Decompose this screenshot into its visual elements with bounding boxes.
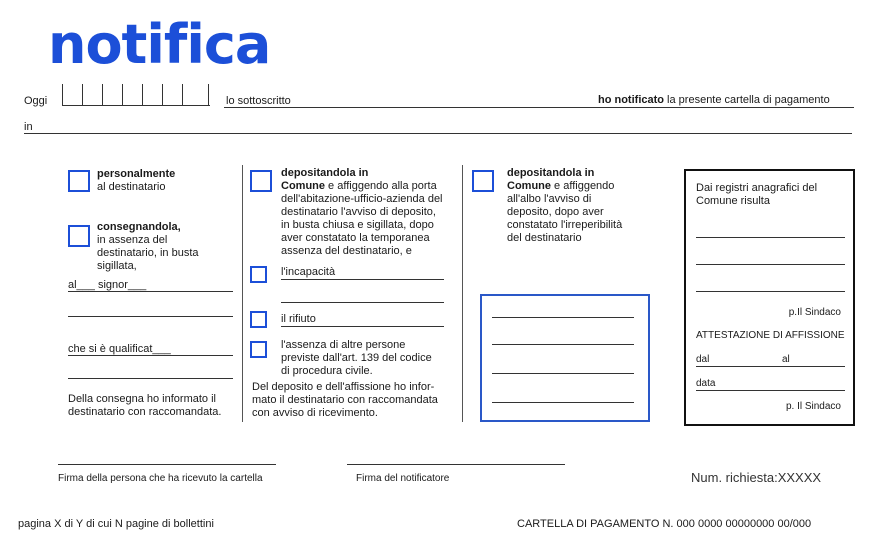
pagina-info: pagina X di Y di cui N pagine di bollettini bbox=[18, 518, 214, 530]
personalmente-rest: al destinatario bbox=[97, 181, 166, 193]
deposit-line: aver constatato la temporanea bbox=[281, 232, 430, 244]
deposit-line: dell'abitazione-ufficio-azienda del bbox=[281, 193, 443, 205]
firma-ricevente-line[interactable] bbox=[58, 464, 276, 465]
deposit-albo-rest: e affiggendo bbox=[551, 180, 615, 192]
consegna-info-text bbox=[68, 393, 243, 419]
consegnandola-line: destinatario, in busta bbox=[97, 247, 199, 259]
al-signor-line[interactable] bbox=[68, 291, 233, 292]
deposit-albo-line: constatato l'irreperibilità bbox=[507, 219, 623, 231]
attestazione-heading: ATTESTAZIONE DI AFFISSIONE bbox=[696, 330, 845, 341]
consegnandola-line: sigillata, bbox=[97, 260, 137, 272]
cartella-number: CARTELLA DI PAGAMENTO N. 000 0000 00000000 00/000 bbox=[517, 518, 812, 530]
ho-notificato-text bbox=[598, 94, 830, 107]
stamp-box[interactable] bbox=[480, 294, 650, 422]
rifiuto-checkbox[interactable] bbox=[250, 311, 267, 328]
deposit-line: assenza del destinatario, e bbox=[281, 245, 412, 257]
registry-line[interactable] bbox=[696, 237, 845, 238]
column-divider bbox=[242, 165, 243, 422]
deposit-comune-text bbox=[281, 167, 466, 258]
dal-al-line[interactable] bbox=[696, 366, 845, 367]
data-label: data bbox=[696, 378, 716, 389]
incapacita-line-2[interactable] bbox=[281, 302, 444, 303]
deposito-info-line: mato il destinatario con raccomandata bbox=[252, 394, 438, 406]
deposit-albo-line: del destinatario bbox=[507, 232, 582, 244]
assenza-line: previste dall'art. 139 del codice bbox=[281, 352, 432, 364]
deposit-bold: depositandola in bbox=[281, 167, 369, 179]
deposit-line: in busta chiusa e sigillata, dopo bbox=[281, 219, 434, 231]
sindaco-signature-1: p.Il Sindaco bbox=[788, 307, 841, 318]
registry-intro bbox=[696, 182, 846, 208]
al-label: al bbox=[782, 354, 790, 365]
incapacita-label: l'incapacità bbox=[281, 266, 336, 278]
deposit-albo-line: deposito, dopo aver bbox=[507, 206, 604, 218]
sottoscritto-line[interactable] bbox=[224, 107, 854, 108]
sindaco-signature-2: p. Il Sindaco bbox=[785, 401, 841, 412]
firma-ricevente-label: Firma della persona che ha ricevuto la cartella bbox=[58, 473, 263, 484]
deposito-info-text bbox=[252, 381, 467, 420]
deposit-albo-bold: depositandola in bbox=[507, 167, 595, 179]
num-richiesta: Num. richiesta:XXXXX bbox=[691, 470, 822, 485]
dal-label: dal bbox=[696, 354, 710, 365]
deposit-albo-text bbox=[507, 167, 667, 245]
deposit-comune-checkbox[interactable] bbox=[250, 170, 272, 192]
personalmente-bold: personalmente bbox=[97, 168, 176, 180]
page-title: notifica bbox=[48, 13, 271, 76]
deposito-info-line: con avviso di ricevimento. bbox=[252, 407, 378, 419]
consegnandola-line: in assenza del bbox=[97, 234, 168, 246]
incapacita-checkbox[interactable] bbox=[250, 266, 267, 283]
deposit-rest: e affiggendo alla porta bbox=[325, 180, 437, 192]
assenza-checkbox[interactable] bbox=[250, 341, 267, 358]
personalmente-text bbox=[97, 168, 237, 194]
ho-notificato-bold: ho notificato bbox=[598, 94, 664, 106]
consegna-info-line: Della consegna ho informato il bbox=[68, 393, 216, 405]
consegna-info-line: destinatario con raccomandata. bbox=[68, 406, 222, 418]
deposit-albo-checkbox[interactable] bbox=[472, 170, 494, 192]
deposit-line: destinatario l'avviso di deposito, bbox=[281, 206, 436, 218]
rifiuto-line[interactable] bbox=[281, 326, 444, 327]
rifiuto-label: il rifiuto bbox=[281, 313, 316, 325]
date-field[interactable] bbox=[62, 84, 210, 106]
registry-intro-line: Comune risulta bbox=[696, 195, 770, 207]
al-signor-label: al___ signor___ bbox=[68, 279, 147, 291]
incapacita-line[interactable] bbox=[281, 279, 444, 280]
registry-box bbox=[684, 169, 855, 426]
in-line[interactable] bbox=[24, 133, 852, 134]
consegnandola-checkbox[interactable] bbox=[68, 225, 90, 247]
qualificat-line-2[interactable] bbox=[68, 378, 233, 379]
consegnandola-text bbox=[97, 221, 237, 273]
consegnandola-bold: consegnandola, bbox=[97, 221, 181, 233]
firma-notificatore-line[interactable] bbox=[347, 464, 565, 465]
oggi-label: Oggi bbox=[24, 95, 48, 107]
firma-notificatore-label: Firma del notificatore bbox=[356, 473, 450, 484]
assenza-line: l'assenza di altre persone bbox=[281, 339, 406, 351]
sottoscritto-label: lo sottoscritto bbox=[226, 95, 291, 107]
deposito-info-line: Del deposito e dell'affissione ho infor- bbox=[252, 381, 435, 393]
al-signor-line-2[interactable] bbox=[68, 316, 233, 317]
deposit-albo-line: all'albo l'avviso di bbox=[507, 193, 592, 205]
qualificat-label: che si è qualificat___ bbox=[68, 343, 171, 355]
column-divider bbox=[462, 165, 463, 422]
registry-line[interactable] bbox=[696, 264, 845, 265]
data-line[interactable] bbox=[696, 390, 845, 391]
registry-intro-line: Dai registri anagrafici del bbox=[696, 182, 818, 194]
assenza-line: di procedura civile. bbox=[281, 365, 373, 377]
deposit-bold-comune: Comune bbox=[281, 180, 325, 192]
in-label: in bbox=[24, 121, 33, 133]
assenza-text bbox=[281, 339, 466, 378]
personalmente-checkbox[interactable] bbox=[68, 170, 90, 192]
qualificat-line[interactable] bbox=[68, 355, 233, 356]
deposit-albo-bold-comune: Comune bbox=[507, 180, 551, 192]
ho-notificato-rest: la presente cartella di pagamento bbox=[664, 94, 830, 106]
registry-line[interactable] bbox=[696, 291, 845, 292]
